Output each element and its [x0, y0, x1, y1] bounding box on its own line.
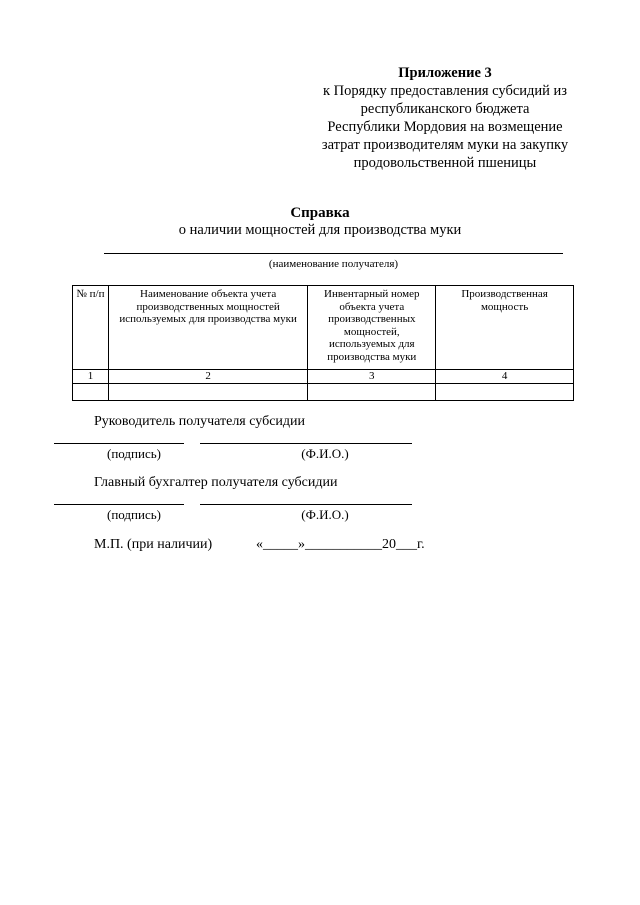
appendix-line: затрат производителям муки на закупку [321, 137, 569, 153]
table-numbering-row [73, 370, 574, 384]
accountant-label: Главный бухгалтер получателя субсидии [94, 475, 338, 490]
recipient-name-line [104, 253, 563, 254]
stamp-label: М.П. (при наличии) [94, 537, 213, 552]
appendix-block [300, 64, 590, 172]
appendix-line: Республики Мордовия на возмещение [327, 119, 563, 135]
table-cell[interactable] [436, 384, 574, 401]
document-title: Справка [290, 205, 350, 221]
accountant-signature-line[interactable] [54, 504, 184, 505]
header-number: № п/п [73, 286, 109, 370]
appendix-line: продовольственной пшеницы [353, 155, 537, 171]
column-number: 1 [73, 370, 109, 384]
head-signature-line[interactable] [54, 443, 184, 444]
column-number: 2 [108, 370, 307, 384]
header-object-name: Наименование объекта учета производственных мощностей используемых для производства муки [108, 286, 307, 370]
accountant-signature-caption: (подпись) [107, 507, 161, 522]
header-capacity: Производственная мощность [436, 286, 574, 370]
column-number: 3 [308, 370, 436, 384]
appendix-title: Приложение 3 [398, 65, 492, 81]
accountant-name-line[interactable] [200, 504, 412, 505]
appendix-line: республиканского бюджета [360, 101, 530, 117]
accountant-name-caption: (Ф.И.О.) [301, 507, 349, 522]
capacity-table [72, 285, 574, 401]
date-field[interactable]: «_____»___________20___г. [256, 537, 425, 552]
appendix-line: к Порядку предоставления субсидий из [322, 83, 568, 99]
table-row [73, 384, 574, 401]
head-signature-caption: (подпись) [107, 446, 161, 461]
document-subtitle: о наличии мощностей для производства муки [178, 222, 462, 238]
table-cell[interactable] [108, 384, 307, 401]
head-name-caption: (Ф.И.О.) [301, 446, 349, 461]
table-cell[interactable] [73, 384, 109, 401]
recipient-caption: (наименование получателя) [268, 258, 399, 270]
table-header-row [73, 286, 574, 370]
head-name-line[interactable] [200, 443, 412, 444]
head-label: Руководитель получателя субсидии [94, 414, 306, 429]
column-number: 4 [436, 370, 574, 384]
header-inventory-number: Инвентарный номер объекта учета производственных мощностей, используемых для производства муки [308, 286, 436, 370]
table-cell[interactable] [308, 384, 436, 401]
